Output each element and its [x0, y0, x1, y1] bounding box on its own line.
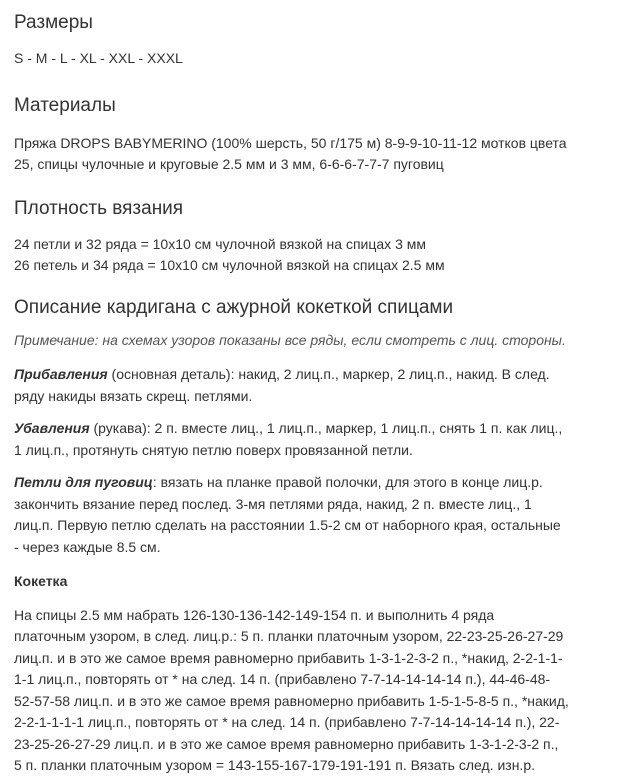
yoke-line: 5 п. планки платочным узором = 143-155-167-179-191-191 п. Вязать след. изн.р. [14, 757, 536, 773]
decreases-text: (рукава): 2 п. вместе лиц., 1 лиц.п., маркер, 1 лиц.п., снять 1 п. как лиц., [89, 420, 563, 436]
buttonholes-line [14, 472, 606, 494]
increases-line: ряду накиды вязать скрещ. петлями. [14, 387, 253, 404]
yoke-heading: Кокетка [14, 573, 68, 589]
density-text [14, 234, 606, 277]
decreases-paragraph [14, 418, 606, 461]
yoke-paragraph [14, 605, 606, 777]
buttonholes-paragraph [14, 472, 606, 558]
yoke-line: лиц.п. и в это же самое время равномерно прибавить 1-3-1-2-3-2 п., *накид, 2-2-1-1- [14, 649, 563, 666]
buttonholes-line: - через каждые 8.5 см. [14, 538, 161, 555]
increases-label: Прибавления [14, 366, 108, 382]
increases-line [14, 364, 606, 386]
sizes-text: S - M - L - XL - XXL - XXXL [14, 50, 183, 66]
buttonholes-label: Петли для пуговиц [14, 474, 153, 490]
materials-heading: Материалы [14, 94, 116, 116]
increases-text: (основная деталь): накид, 2 лиц.п., маркер, 2 лиц.п., накид. В след. [107, 366, 550, 382]
buttonholes-text: : вязать на планке правой полочки, для этого в конце лиц.р. [152, 474, 543, 490]
decreases-line [14, 418, 606, 440]
yoke-line: 52-57-58 лиц.п. и в это же самое время равномерно прибавить 1-5-1-5-8-5 п., *накид, [14, 692, 569, 709]
density-heading: Плотность вязания [14, 197, 184, 219]
yoke-line: платочным узором, в след. лиц.р.: 5 п. планки платочным узором, 22-23-25-26-27-29 [14, 628, 564, 644]
decreases-line: 1 лиц.п., протянуть снятую петлю поверх провязанной петли. [14, 441, 413, 458]
materials-text [14, 133, 606, 176]
buttonholes-line: лиц.п. Первую петлю сделать на расстоянии 1.5-2 см от наборного края, остальные [14, 517, 561, 533]
increases-paragraph [14, 364, 606, 407]
description-note: Примечание: на схемах узоров показаны все ряды, если смотреть с лиц. стороны. [14, 331, 566, 348]
yoke-line: 2-2-1-1-1-1 лиц.п., повторять от * на след. 14 п. (прибавлено 7-7-14-14-14-14 п.), 22- [14, 714, 560, 730]
description-heading: Описание кардигана с ажурной кокеткой спицами [14, 296, 454, 318]
yoke-line: 1-1 лиц.п., повторять от * на след. 14 п. (прибавлено 7-7-14-14-14-14 п.), 44-46-48- [14, 671, 551, 687]
density-line: 26 петель и 34 ряда = 10х10 см чулочной вязкой на спицах 2.5 мм [14, 257, 445, 273]
yoke-line: 23-25-26-27-29 лиц.п. и в это же самое время равномерно прибавить 1-3-1-2-3-2 п., [14, 735, 559, 752]
decreases-label: Убавления [14, 420, 90, 436]
materials-line: Пряжа DROPS BABYMERINO (100% шерсть, 50 г/175 м) 8-9-9-10-11-12 мотков цвета [14, 134, 567, 151]
buttonholes-line: закончить вязание перед послед. 3-мя петлями ряда, накид, 2 п. вместе лиц., 1 [14, 495, 532, 512]
yoke-line: На спицы 2.5 мм набрать 126-130-136-142-149-154 п. и выполнить 4 ряда [14, 606, 495, 623]
materials-line: 25, спицы чулочные и круговые 2.5 мм и 3 мм, 6-6-6-7-7-7 пуговиц [14, 156, 444, 172]
sizes-heading: Размеры [14, 12, 93, 33]
density-line: 24 петли и 32 ряда = 10х10 см чулочной вязкой на спицах 3 мм [14, 235, 426, 252]
